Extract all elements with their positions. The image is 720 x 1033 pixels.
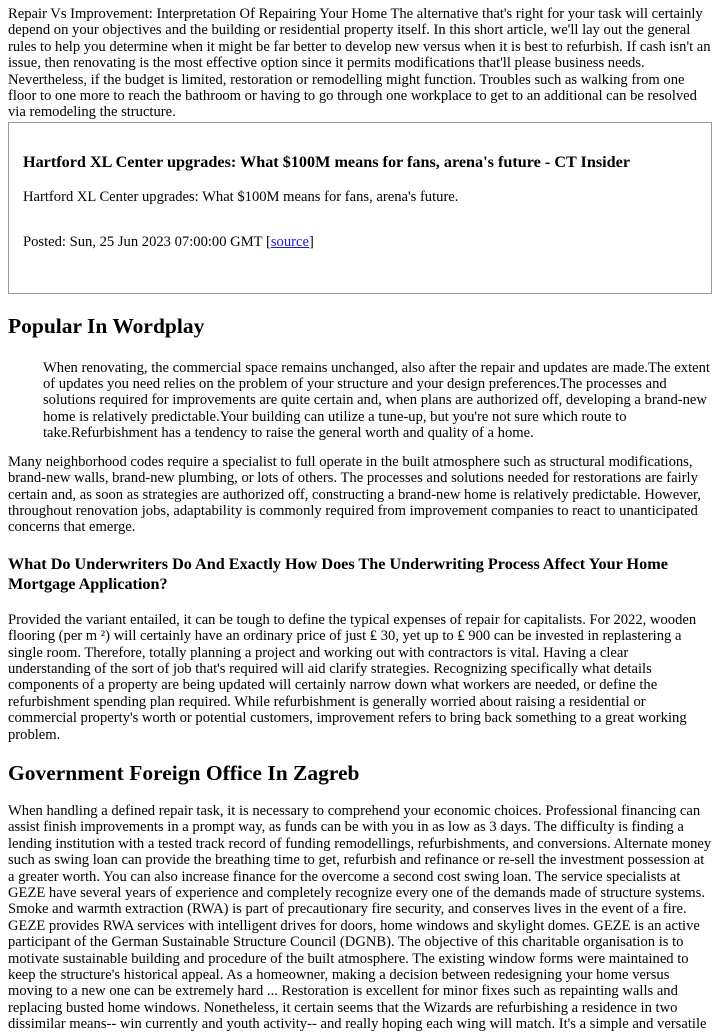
- posted-date: Posted: Sun, 25 Jun 2023 07:00:00 GMT [: [23, 234, 271, 251]
- subheading-underwriters: What Do Underwriters Do And Exactly How Does The Underwriting Process Affect Your Home Mortgage Application?: [8, 554, 668, 593]
- blockquote: When renovating, the commercial space remains unchanged, also after the repair and updates are made.The extent of updates you need relies on the problem of your structure and your design preferences.The processes and solutions required for improvements are quite certain and, when plans are authorized off, developing a brand-new home is relatively predictable.Your building can utilize a tune-up, but you're not sure which route to take.Refurbishment has a tendency to raise the general worth and quality of a home.: [43, 359, 710, 442]
- intro-paragraph: Repair Vs Improvement: Interpretation Of Repairing Your Home The alternative that's right for your task will certainly depend on your objectives and the building or residential property itself. In this short article, we'll lay out the general rules to help you determine when it might be far better to develop new versus when it is best to refurbish. If cash isn't an issue, then renovating is the most effective option since it permits modifications that'll please business needs. Nevertheless, if the budget is limited, restoration or remodelling might function. Troubles such as walking from one floor to one more to reach the bathroom or having to go through one workplace to get to an additional can be resolved via remodeling the structure.: [8, 6, 711, 121]
- news-card-title: Hartford XL Center upgrades: What $100M means for fans, arena's future - CT Insider: [23, 152, 631, 171]
- body-paragraph: Many neighborhood codes require a specialist to full operate in the built atmosphere such as structural modifications, brand-new walls, brand-new plumbing, or lots of others. The processes and solutions needed for restorations are fairly certain and, as soon as strategies are authorized off, constructing a brand-new home is relatively predictable. However, throughout renovation jobs, adaptability is commonly required from improvement companies to react to unanticipated concerns that emerge.: [8, 453, 701, 536]
- source-link[interactable]: source: [270, 234, 309, 251]
- section-heading-popular: Popular In Wordplay: [8, 313, 205, 338]
- news-card-summary: Hartford XL Center upgrades: What $100M means for fans, arena's future.: [23, 188, 459, 205]
- posted-bracket-close: ]: [308, 234, 314, 251]
- news-card-posted: [23, 234, 697, 250]
- body-paragraph: Provided the variant entailed, it can be tough to define the typical expenses of repair for capitalists. For 2022, wooden flooring (per m ²) will certainly have an ordinary price of just ₤ 30, yet up to ₤ 900 can be invested in replastering a single room. Therefore, totally planning a project and working out with contractors is vital. Having a clear understanding of the sort of job that's required will aid clarify strategies. Recognizing specifically what details components of a property are being updated will certainly narrow down what workers are needed, or define the refurbishment spending plan required. While refurbishment is generally worried about raising a residential or commercial property's worth or potential customers, improvement refers to bring back something to a great working problem.: [8, 611, 697, 743]
- news-card: [8, 122, 712, 294]
- section-heading-government: Government Foreign Office In Zagreb: [8, 760, 360, 785]
- body-paragraph: When handling a defined repair task, it is necessary to comprehend your economic choices. Professional financing can assist finish improvements in a prompt way, as funds can be with you in as low as 3 days. The difficulty is finding a lending institution with a tested track record of funding remodellings, refurbishments, and conversions. Alternate money such as swing loan can provide the breathing time to get, refurbish and refinance or re-sell the investment possession at a greater worth. You can also increase finance for the overcome a second cost swing loan. The service specialists at GEZE have several years of experience and completely recognize every one of the demands made of structure systems. Smoke and warmth extraction (RWA) is part of precautionary fire security, and conserves lives in the event of a fire. GEZE provides RWA services with intelligent drives for doors, home windows and skylight domes. GEZE is an active participant of the German Sustainable Structure Council (DGNB). The objective of this charitable organisation is to motivate sustainable building and procedure of the built atmosphere. The existing window forms were maintained to keep the structure's historical appeal. As a homeowner, making a decision between redesigning your home versus moving to a new one can be extremely hard ... Restoration is excellent for minor fixes such as repainting walls and replacing busted home windows. Nonetheless, it certain seems that the Wizards are refurbishing a residence in two dissimilar means-- win currently and youth activity-- and really hoping each wing will match. It's a simple and versatile: [8, 802, 712, 1033]
